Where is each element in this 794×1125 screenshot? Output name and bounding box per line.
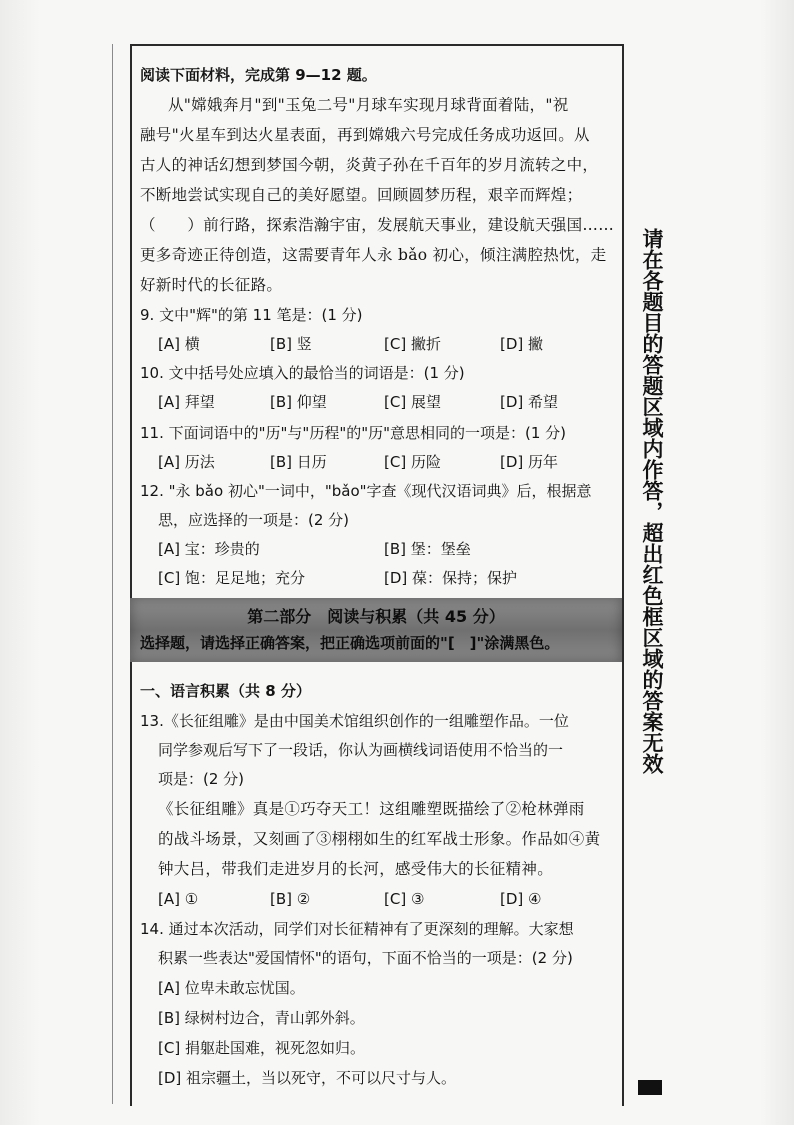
q11-option-d[interactable]: [D] 历年 <box>500 453 559 471</box>
q10-option-c[interactable]: [C] 展望 <box>384 393 441 411</box>
q13-passage-line-1: 《长征组雕》真是①巧夺天工！这组雕塑既描绘了②枪林弹雨 <box>158 800 585 818</box>
q14-option-d[interactable]: [D] 祖宗疆土，当以死守，不可以尺寸与人。 <box>158 1069 457 1087</box>
passage-line-1: 从"嫦娥奔月"到"玉兔二号"月球车实现月球背面着陆，"祝 <box>168 96 569 114</box>
subsection-title: 一、语言积累（共 8 分） <box>140 682 311 700</box>
q13-option-d[interactable]: [D] ④ <box>500 890 542 908</box>
q9-option-b[interactable]: [B] 竖 <box>270 335 312 353</box>
q14-stem-line-1: 14. 通过本次活动，同学们对长征精神有了更深刻的理解。大家想 <box>140 920 574 938</box>
reading-intro: 阅读下面材料，完成第 9—12 题。 <box>140 66 377 84</box>
q13-option-a[interactable]: [A] ① <box>158 890 199 908</box>
section-banner <box>130 598 622 662</box>
q9-option-a[interactable]: [A] 横 <box>158 335 200 353</box>
q10-option-d[interactable]: [D] 希望 <box>500 393 559 411</box>
q12-stem-line-2: 思，应选择的一项是：(2 分) <box>158 511 350 529</box>
binding-margin-line <box>112 44 113 1104</box>
q13-stem-line-2: 同学参观后写下了一段话，你认为画横线词语使用不恰当的一 <box>158 741 564 759</box>
q12-stem-line-1: 12. "永 bǎo 初心"一词中，"bǎo"字查《现代汉语词典》后，根据意 <box>140 482 592 500</box>
q14-option-b[interactable]: [B] 绿树村边合，青山郭外斜。 <box>158 1009 365 1027</box>
q13-passage-line-3: 钟大吕，带我们走进岁月的长河，感受伟大的长征精神。 <box>158 860 554 878</box>
q10-option-a[interactable]: [A] 拜望 <box>158 393 215 411</box>
q14-stem-line-2: 积累一些表达"爱国情怀"的语句，下面不恰当的一项是：(2 分) <box>158 949 573 967</box>
passage-line-5: （ ）前行路，探索浩瀚宇宙，发展航天事业，建设航天强国…… <box>140 216 615 234</box>
q13-passage-line-2: 的战斗场景，又刻画了③栩栩如生的红军战士形象。作品如④黄 <box>158 830 601 848</box>
q13-option-b[interactable]: [B] ② <box>270 890 311 908</box>
q13-stem-line-3: 项是：(2 分) <box>158 770 245 788</box>
q10-option-b[interactable]: [B] 仰望 <box>270 393 327 411</box>
positioning-mark <box>638 1080 662 1095</box>
q13-option-c[interactable]: [C] ③ <box>384 890 425 908</box>
answer-area-warning: 请在各题目的答题区域内作答，超出红色框区域的答案无效 <box>640 228 664 774</box>
q14-option-a[interactable]: [A] 位卑未敢忘忧国。 <box>158 979 305 997</box>
q9-option-d[interactable]: [D] 撇 <box>500 335 544 353</box>
passage-line-3: 古人的神话幻想到梦国今朝，炎黄子孙在千百年的岁月流转之中， <box>140 156 599 174</box>
q13-stem-line-1: 13.《长征组雕》是由中国美术馆组织创作的一组雕塑作品。一位 <box>140 712 569 730</box>
q11-option-a[interactable]: [A] 历法 <box>158 453 215 471</box>
q10-stem: 10. 文中括号处应填入的最恰当的词语是：(1 分) <box>140 364 465 382</box>
q12-option-b[interactable]: [B] 堡：堡垒 <box>384 540 471 558</box>
passage-line-2: 融号"火星车到达火星表面，再到嫦娥六号完成任务成功返回。从 <box>140 126 590 144</box>
q12-option-a[interactable]: [A] 宝：珍贵的 <box>158 540 260 558</box>
q9-stem: 9. 文中"辉"的第 11 笔是：(1 分) <box>140 306 363 324</box>
section-instruction: 选择题，请选择正确答案，把正确选项前面的"[ ]"涂满黑色。 <box>140 634 560 652</box>
passage-line-7: 好新时代的长征路。 <box>140 276 283 294</box>
q9-option-c[interactable]: [C] 撇折 <box>384 335 441 353</box>
q14-option-c[interactable]: [C] 捐躯赴国难，视死忽如归。 <box>158 1039 365 1057</box>
passage-line-4: 不断地尝试实现自己的美好愿望。回顾圆梦历程，艰辛而辉煌； <box>140 186 583 204</box>
q11-option-c[interactable]: [C] 历险 <box>384 453 441 471</box>
q11-stem: 11. 下面词语中的"历"与"历程"的"历"意思相同的一项是：(1 分) <box>140 424 567 442</box>
passage-line-6: 更多奇迹正待创造，这需要青年人永 bǎo 初心，倾注满腔热忱，走 <box>140 246 607 264</box>
q12-option-c[interactable]: [C] 饱：足足地；充分 <box>158 569 305 587</box>
q12-option-d[interactable]: [D] 葆：保持；保护 <box>384 569 518 587</box>
section-title: 第二部分 阅读与积累（共 45 分） <box>247 607 505 626</box>
q11-option-b[interactable]: [B] 日历 <box>270 453 327 471</box>
